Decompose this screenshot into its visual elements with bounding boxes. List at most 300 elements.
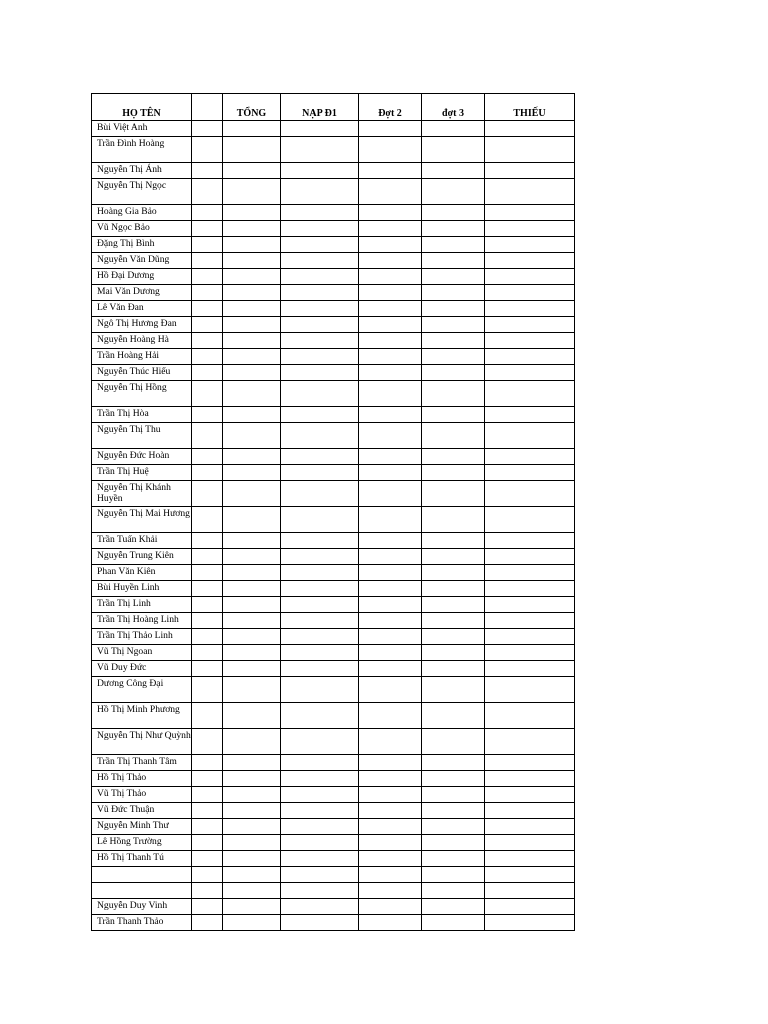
payment-1-cell: [281, 269, 359, 285]
total-cell: [223, 677, 281, 703]
name-cell: Lê Hồng Trường: [92, 835, 192, 851]
payment-2-cell: [359, 755, 422, 771]
blank-cell: [192, 423, 223, 449]
payment-3-cell: [422, 787, 485, 803]
blank-cell: [192, 565, 223, 581]
payment-3-cell: [422, 317, 485, 333]
payment-1-cell: [281, 301, 359, 317]
shortfall-cell: [485, 533, 575, 549]
payment-1-cell: [281, 449, 359, 465]
table-row: [92, 423, 575, 449]
name-cell: Vũ Duy Đức: [92, 661, 192, 677]
header-payment-1: NẠP Đ1: [281, 94, 359, 121]
table-row: [92, 163, 575, 179]
name-cell: Hồ Thị Thảo: [92, 771, 192, 787]
header-row: [92, 94, 575, 121]
blank-cell: [192, 755, 223, 771]
table-row: [92, 269, 575, 285]
blank-cell: [192, 883, 223, 899]
payment-1-cell: [281, 137, 359, 163]
name-cell: Bùi Huyền Linh: [92, 581, 192, 597]
payment-1-cell: [281, 481, 359, 507]
name-cell: [92, 883, 192, 899]
table-row: [92, 285, 575, 301]
table-row: [92, 755, 575, 771]
payment-3-cell: [422, 481, 485, 507]
shortfall-cell: [485, 729, 575, 755]
shortfall-cell: [485, 301, 575, 317]
total-cell: [223, 645, 281, 661]
total-cell: [223, 333, 281, 349]
payment-3-cell: [422, 677, 485, 703]
total-cell: [223, 121, 281, 137]
payment-3-cell: [422, 269, 485, 285]
payment-1-cell: [281, 803, 359, 819]
payment-3-cell: [422, 449, 485, 465]
name-cell: Nguyễn Thị Ngọc: [92, 179, 192, 205]
payment-2-cell: [359, 349, 422, 365]
name-cell: Trần Tuấn Khải: [92, 533, 192, 549]
payment-1-cell: [281, 787, 359, 803]
total-cell: [223, 205, 281, 221]
blank-cell: [192, 581, 223, 597]
payment-3-cell: [422, 883, 485, 899]
payment-2-cell: [359, 729, 422, 755]
shortfall-cell: [485, 349, 575, 365]
payment-3-cell: [422, 179, 485, 205]
payment-2-cell: [359, 205, 422, 221]
name-cell: Nguyễn Thị Như Quỳnh: [92, 729, 192, 755]
total-cell: [223, 221, 281, 237]
total-cell: [223, 507, 281, 533]
payment-3-cell: [422, 349, 485, 365]
shortfall-cell: [485, 883, 575, 899]
payment-2-cell: [359, 613, 422, 629]
total-cell: [223, 533, 281, 549]
total-cell: [223, 835, 281, 851]
table-row: [92, 645, 575, 661]
shortfall-cell: [485, 899, 575, 915]
total-cell: [223, 301, 281, 317]
total-cell: [223, 661, 281, 677]
blank-cell: [192, 407, 223, 423]
table-row: [92, 221, 575, 237]
payment-2-cell: [359, 407, 422, 423]
blank-cell: [192, 645, 223, 661]
table-row: [92, 729, 575, 755]
payment-2-cell: [359, 301, 422, 317]
table-row: [92, 137, 575, 163]
shortfall-cell: [485, 481, 575, 507]
name-cell: Nguyễn Minh Thư: [92, 819, 192, 835]
table-row: [92, 787, 575, 803]
table-row: [92, 317, 575, 333]
shortfall-cell: [485, 915, 575, 931]
shortfall-cell: [485, 365, 575, 381]
payment-2-cell: [359, 835, 422, 851]
shortfall-cell: [485, 407, 575, 423]
payment-3-cell: [422, 581, 485, 597]
name-cell: Nguyễn Thị Thu: [92, 423, 192, 449]
payment-3-cell: [422, 729, 485, 755]
name-cell: Hồ Thị Minh Phương: [92, 703, 192, 729]
blank-cell: [192, 803, 223, 819]
total-cell: [223, 549, 281, 565]
header-total: TỔNG: [223, 94, 281, 121]
payment-1-cell: [281, 581, 359, 597]
payment-3-cell: [422, 835, 485, 851]
payment-3-cell: [422, 237, 485, 253]
header-name: HỌ TÊN: [92, 94, 192, 121]
blank-cell: [192, 381, 223, 407]
payment-2-cell: [359, 867, 422, 883]
shortfall-cell: [485, 205, 575, 221]
name-cell: Hồ Đại Dương: [92, 269, 192, 285]
shortfall-cell: [485, 819, 575, 835]
payment-1-cell: [281, 179, 359, 205]
table-row: [92, 613, 575, 629]
blank-cell: [192, 317, 223, 333]
total-cell: [223, 137, 281, 163]
shortfall-cell: [485, 221, 575, 237]
payment-2-cell: [359, 819, 422, 835]
payment-2-cell: [359, 179, 422, 205]
payment-3-cell: [422, 597, 485, 613]
name-cell: Ngô Thị Hương Đan: [92, 317, 192, 333]
payment-3-cell: [422, 121, 485, 137]
table-row: [92, 465, 575, 481]
blank-cell: [192, 915, 223, 931]
payment-2-cell: [359, 629, 422, 645]
table-row: [92, 819, 575, 835]
total-cell: [223, 365, 281, 381]
total-cell: [223, 381, 281, 407]
shortfall-cell: [485, 803, 575, 819]
payment-3-cell: [422, 381, 485, 407]
table-row: [92, 851, 575, 867]
payment-3-cell: [422, 533, 485, 549]
payment-3-cell: [422, 867, 485, 883]
payment-1-cell: [281, 645, 359, 661]
shortfall-cell: [485, 507, 575, 533]
payment-1-cell: [281, 163, 359, 179]
shortfall-cell: [485, 787, 575, 803]
blank-cell: [192, 787, 223, 803]
payment-2-cell: [359, 137, 422, 163]
blank-cell: [192, 179, 223, 205]
payment-2-cell: [359, 269, 422, 285]
total-cell: [223, 179, 281, 205]
name-cell: Mai Văn Dương: [92, 285, 192, 301]
payment-3-cell: [422, 365, 485, 381]
header-blank: [192, 94, 223, 121]
total-cell: [223, 269, 281, 285]
payment-3-cell: [422, 253, 485, 269]
payment-1-cell: [281, 661, 359, 677]
payment-1-cell: [281, 237, 359, 253]
table-row: [92, 237, 575, 253]
blank-cell: [192, 661, 223, 677]
total-cell: [223, 729, 281, 755]
blank-cell: [192, 851, 223, 867]
payment-1-cell: [281, 597, 359, 613]
table-row: [92, 835, 575, 851]
shortfall-cell: [485, 581, 575, 597]
payment-1-cell: [281, 565, 359, 581]
table-row: [92, 533, 575, 549]
table-row: [92, 549, 575, 565]
name-cell: Trần Thị Hòa: [92, 407, 192, 423]
shortfall-cell: [485, 423, 575, 449]
blank-cell: [192, 333, 223, 349]
payment-1-cell: [281, 835, 359, 851]
table-row: [92, 661, 575, 677]
payment-2-cell: [359, 915, 422, 931]
total-cell: [223, 915, 281, 931]
payment-3-cell: [422, 301, 485, 317]
total-cell: [223, 867, 281, 883]
blank-cell: [192, 481, 223, 507]
payment-1-cell: [281, 253, 359, 269]
payment-1-cell: [281, 549, 359, 565]
student-fee-table: [91, 93, 575, 931]
payment-2-cell: [359, 787, 422, 803]
name-cell: Trần Thị Thanh Tâm: [92, 755, 192, 771]
payment-2-cell: [359, 597, 422, 613]
total-cell: [223, 253, 281, 269]
payment-2-cell: [359, 883, 422, 899]
name-cell: Phan Văn Kiên: [92, 565, 192, 581]
shortfall-cell: [485, 549, 575, 565]
payment-3-cell: [422, 819, 485, 835]
shortfall-cell: [485, 661, 575, 677]
payment-2-cell: [359, 237, 422, 253]
payment-1-cell: [281, 333, 359, 349]
name-cell: Trần Hoàng Hải: [92, 349, 192, 365]
blank-cell: [192, 163, 223, 179]
payment-3-cell: [422, 755, 485, 771]
shortfall-cell: [485, 613, 575, 629]
total-cell: [223, 317, 281, 333]
payment-1-cell: [281, 613, 359, 629]
total-cell: [223, 481, 281, 507]
name-cell: [92, 867, 192, 883]
shortfall-cell: [485, 317, 575, 333]
table-row: [92, 179, 575, 205]
table-row: [92, 449, 575, 465]
shortfall-cell: [485, 629, 575, 645]
shortfall-cell: [485, 381, 575, 407]
payment-3-cell: [422, 851, 485, 867]
name-cell: Bùi Việt Anh: [92, 121, 192, 137]
table-row: [92, 407, 575, 423]
blank-cell: [192, 899, 223, 915]
payment-2-cell: [359, 465, 422, 481]
payment-2-cell: [359, 549, 422, 565]
shortfall-cell: [485, 703, 575, 729]
name-cell: Vũ Đức Thuận: [92, 803, 192, 819]
shortfall-cell: [485, 755, 575, 771]
payment-2-cell: [359, 333, 422, 349]
shortfall-cell: [485, 867, 575, 883]
payment-1-cell: [281, 285, 359, 301]
payment-1-cell: [281, 349, 359, 365]
table-row: [92, 301, 575, 317]
shortfall-cell: [485, 237, 575, 253]
payment-2-cell: [359, 285, 422, 301]
blank-cell: [192, 867, 223, 883]
table-row: [92, 883, 575, 899]
name-cell: Nguyễn Thị Hồng: [92, 381, 192, 407]
payment-3-cell: [422, 423, 485, 449]
total-cell: [223, 899, 281, 915]
payment-1-cell: [281, 729, 359, 755]
payment-2-cell: [359, 803, 422, 819]
name-cell: Nguyễn Văn Dũng: [92, 253, 192, 269]
shortfall-cell: [485, 253, 575, 269]
total-cell: [223, 597, 281, 613]
payment-1-cell: [281, 365, 359, 381]
payment-3-cell: [422, 549, 485, 565]
total-cell: [223, 465, 281, 481]
shortfall-cell: [485, 851, 575, 867]
payment-3-cell: [422, 507, 485, 533]
table-row: [92, 803, 575, 819]
table-row: [92, 677, 575, 703]
name-cell: Đặng Thị Bình: [92, 237, 192, 253]
payment-1-cell: [281, 221, 359, 237]
blank-cell: [192, 507, 223, 533]
total-cell: [223, 581, 281, 597]
shortfall-cell: [485, 449, 575, 465]
name-cell: Nguyễn Hoàng Hà: [92, 333, 192, 349]
name-cell: Trần Đình Hoàng: [92, 137, 192, 163]
payment-2-cell: [359, 851, 422, 867]
table-row: [92, 253, 575, 269]
name-cell: Trần Thị Linh: [92, 597, 192, 613]
total-cell: [223, 423, 281, 449]
table-row: [92, 581, 575, 597]
payment-1-cell: [281, 883, 359, 899]
payment-1-cell: [281, 381, 359, 407]
payment-1-cell: [281, 771, 359, 787]
payment-3-cell: [422, 703, 485, 729]
table-row: [92, 899, 575, 915]
header-payment-2: Đợt 2: [359, 94, 422, 121]
name-cell: Nguyễn Thị Khánh Huyền: [92, 481, 192, 507]
table-row: [92, 349, 575, 365]
name-cell: Nguyễn Trung Kiên: [92, 549, 192, 565]
payment-2-cell: [359, 565, 422, 581]
shortfall-cell: [485, 269, 575, 285]
blank-cell: [192, 597, 223, 613]
shortfall-cell: [485, 645, 575, 661]
table-row: [92, 703, 575, 729]
payment-1-cell: [281, 533, 359, 549]
blank-cell: [192, 533, 223, 549]
table-row: [92, 333, 575, 349]
payment-3-cell: [422, 629, 485, 645]
shortfall-cell: [485, 137, 575, 163]
payment-1-cell: [281, 851, 359, 867]
payment-2-cell: [359, 381, 422, 407]
total-cell: [223, 407, 281, 423]
blank-cell: [192, 349, 223, 365]
payment-1-cell: [281, 867, 359, 883]
shortfall-cell: [485, 835, 575, 851]
name-cell: Hồ Thị Thanh Tú: [92, 851, 192, 867]
payment-2-cell: [359, 507, 422, 533]
total-cell: [223, 755, 281, 771]
payment-1-cell: [281, 407, 359, 423]
blank-cell: [192, 121, 223, 137]
shortfall-cell: [485, 565, 575, 581]
header-payment-3: đợt 3: [422, 94, 485, 121]
payment-1-cell: [281, 121, 359, 137]
blank-cell: [192, 449, 223, 465]
table-row: [92, 121, 575, 137]
payment-3-cell: [422, 661, 485, 677]
payment-3-cell: [422, 645, 485, 661]
payment-2-cell: [359, 661, 422, 677]
name-cell: Nguyễn Thị Mai Hương: [92, 507, 192, 533]
name-cell: Trần Thị Thảo Linh: [92, 629, 192, 645]
payment-2-cell: [359, 221, 422, 237]
name-cell: Trần Thanh Thảo: [92, 915, 192, 931]
shortfall-cell: [485, 163, 575, 179]
payment-3-cell: [422, 915, 485, 931]
header-shortfall: THIẾU: [485, 94, 575, 121]
total-cell: [223, 629, 281, 645]
name-cell: Nguyễn Duy Vinh: [92, 899, 192, 915]
shortfall-cell: [485, 465, 575, 481]
blank-cell: [192, 285, 223, 301]
name-cell: Trần Thị Huệ: [92, 465, 192, 481]
table-row: [92, 507, 575, 533]
name-cell: Nguyễn Thúc Hiếu: [92, 365, 192, 381]
blank-cell: [192, 549, 223, 565]
payment-3-cell: [422, 285, 485, 301]
total-cell: [223, 163, 281, 179]
payment-2-cell: [359, 365, 422, 381]
payment-1-cell: [281, 915, 359, 931]
payment-3-cell: [422, 221, 485, 237]
payment-1-cell: [281, 205, 359, 221]
payment-3-cell: [422, 771, 485, 787]
payment-3-cell: [422, 333, 485, 349]
payment-1-cell: [281, 703, 359, 729]
blank-cell: [192, 237, 223, 253]
payment-1-cell: [281, 819, 359, 835]
blank-cell: [192, 835, 223, 851]
payment-2-cell: [359, 121, 422, 137]
payment-2-cell: [359, 317, 422, 333]
payment-2-cell: [359, 533, 422, 549]
payment-3-cell: [422, 205, 485, 221]
payment-1-cell: [281, 755, 359, 771]
shortfall-cell: [485, 179, 575, 205]
name-cell: Nguyễn Thị Ánh: [92, 163, 192, 179]
shortfall-cell: [485, 333, 575, 349]
payment-2-cell: [359, 481, 422, 507]
total-cell: [223, 851, 281, 867]
table-row: [92, 771, 575, 787]
payment-2-cell: [359, 703, 422, 729]
name-cell: Lê Văn Đan: [92, 301, 192, 317]
blank-cell: [192, 269, 223, 285]
payment-1-cell: [281, 507, 359, 533]
total-cell: [223, 771, 281, 787]
